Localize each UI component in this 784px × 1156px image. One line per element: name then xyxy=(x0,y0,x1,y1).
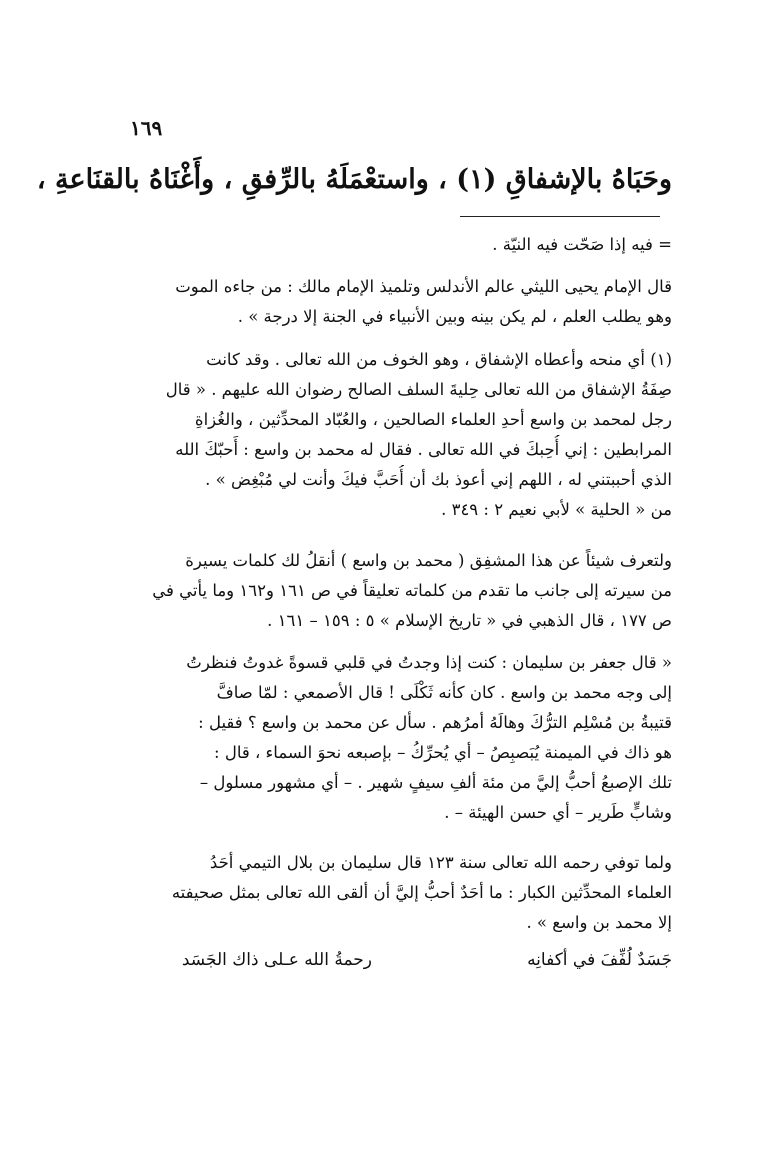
text-line: ص ١٧٧ ، قال الذهبي في « تاريخ الإسلام » ٥ : ١٥٩ – ١٦١ . xyxy=(267,611,672,630)
jafar-paragraph xyxy=(132,648,672,828)
malik-quote-paragraph xyxy=(132,272,672,332)
text-line: العلماء المحدِّثين الكبار : ما أحَدٌ أحبُّ إليَّ أن ألقى الله تعالى بمثل صحيفته xyxy=(171,883,672,902)
text-line: « قال جعفر بن سليمان : كنت إذا وجدتُ في قلبي قسوةً غدوتُ فنظرتُ xyxy=(186,653,672,672)
main-text: وحَبَاهُ بالإشفاقِ (١) ، واستعْمَلَهُ بالرِّفقِ ، وأَغْنَاهُ بالقنَاعةِ ، xyxy=(36,164,672,195)
text-line: إلا محمد بن واسع » . xyxy=(526,913,672,932)
text-line: (١) أي منحه وأعطاه الإشفاق ، وهو الخوف من الله تعالى . وقد كانت xyxy=(206,350,672,369)
text-line: قال الإمام يحيى الليثي عالم الأندلس وتلميذ الإمام مالك : من جاءه الموت xyxy=(175,277,672,296)
text-line: صِفَةُ الإشفاق من الله تعالى حِليةَ السلف الصالح رضوان الله عليهم . « قال xyxy=(165,380,672,399)
page-number: ١٦٩ xyxy=(130,116,163,140)
text-line: إلى وجه محمد بن واسع . كان كأنه ثَكْلَى ! قال الأصمعي : لمّا صافَّ xyxy=(216,683,672,702)
footnote-separator xyxy=(460,216,660,217)
intro-paragraph xyxy=(132,546,672,636)
death-paragraph xyxy=(132,848,672,938)
text-line: ولما توفي رحمه الله تعالى سنة ١٢٣ قال سليمان بن بلال التيمي أحَدُ xyxy=(209,853,672,872)
text-line: رجل لمحمد بن واسع أحدِ العلماء الصالحين ، والعُبّاد المحدِّثين ، والغُزاةِ xyxy=(194,410,672,429)
text-line: الذي أحببتني له ، اللهم إني أعوذ بك أن أُحَبَّ فيكَ وأنت لي مُبْغِض » . xyxy=(205,470,672,489)
text-line: هو ذاك في الميمنة يُبَصبِصُ – أي يُحرِّكُ – بإصبعه نحوَ السماء ، قال : xyxy=(214,743,672,762)
text-line: وشابٍّ طَرير – أي حسن الهيئة – . xyxy=(444,803,672,822)
text-line: تلك الإصبعُ أحبُّ إليَّ من مئة ألفِ سيفٍ شهير . – أي مشهور مسلول – xyxy=(199,773,672,792)
text-line: قتيبةُ بن مُسْلِم الترُّكَ وهالَهُ أمرُهم . سأل عن محمد بن واسع ؟ فقيل : xyxy=(198,713,672,732)
text-line: ولتعرف شيئاً عن هذا المشفِق ( محمد بن واسع ) أنقلُ لك كلمات يسيرة xyxy=(185,551,672,570)
poem-hemistich-2: رحمةُ الله عـلى ذاك الجَسَد xyxy=(181,950,372,970)
footnote-1 xyxy=(132,345,672,525)
text-line: من سيرته إلى جانب ما تقدم من كلماته تعليقاً في ص ١٦١ و١٦٢ وما يأتي في xyxy=(152,581,672,600)
continuation-block xyxy=(132,230,672,260)
poem-hemistich-1: جَسَدٌ لُفِّفَ في أكفانِه xyxy=(527,950,672,970)
text-line: وهو يطلب العلم ، لم يكن بينه وبين الأنبياء في الجنة إلا درجة » . xyxy=(237,307,672,326)
text-line: = فيه إذا صَحّت فيه النيّة . xyxy=(492,235,672,254)
text-line: من « الحلية » لأبي نعيم ٢ : ٣٤٩ . xyxy=(441,500,672,519)
text-line: المرابطين : إني أُحِبكَ في الله تعالى . فقال له محمد بن واسع : أَحبّكَ الله xyxy=(175,440,672,459)
